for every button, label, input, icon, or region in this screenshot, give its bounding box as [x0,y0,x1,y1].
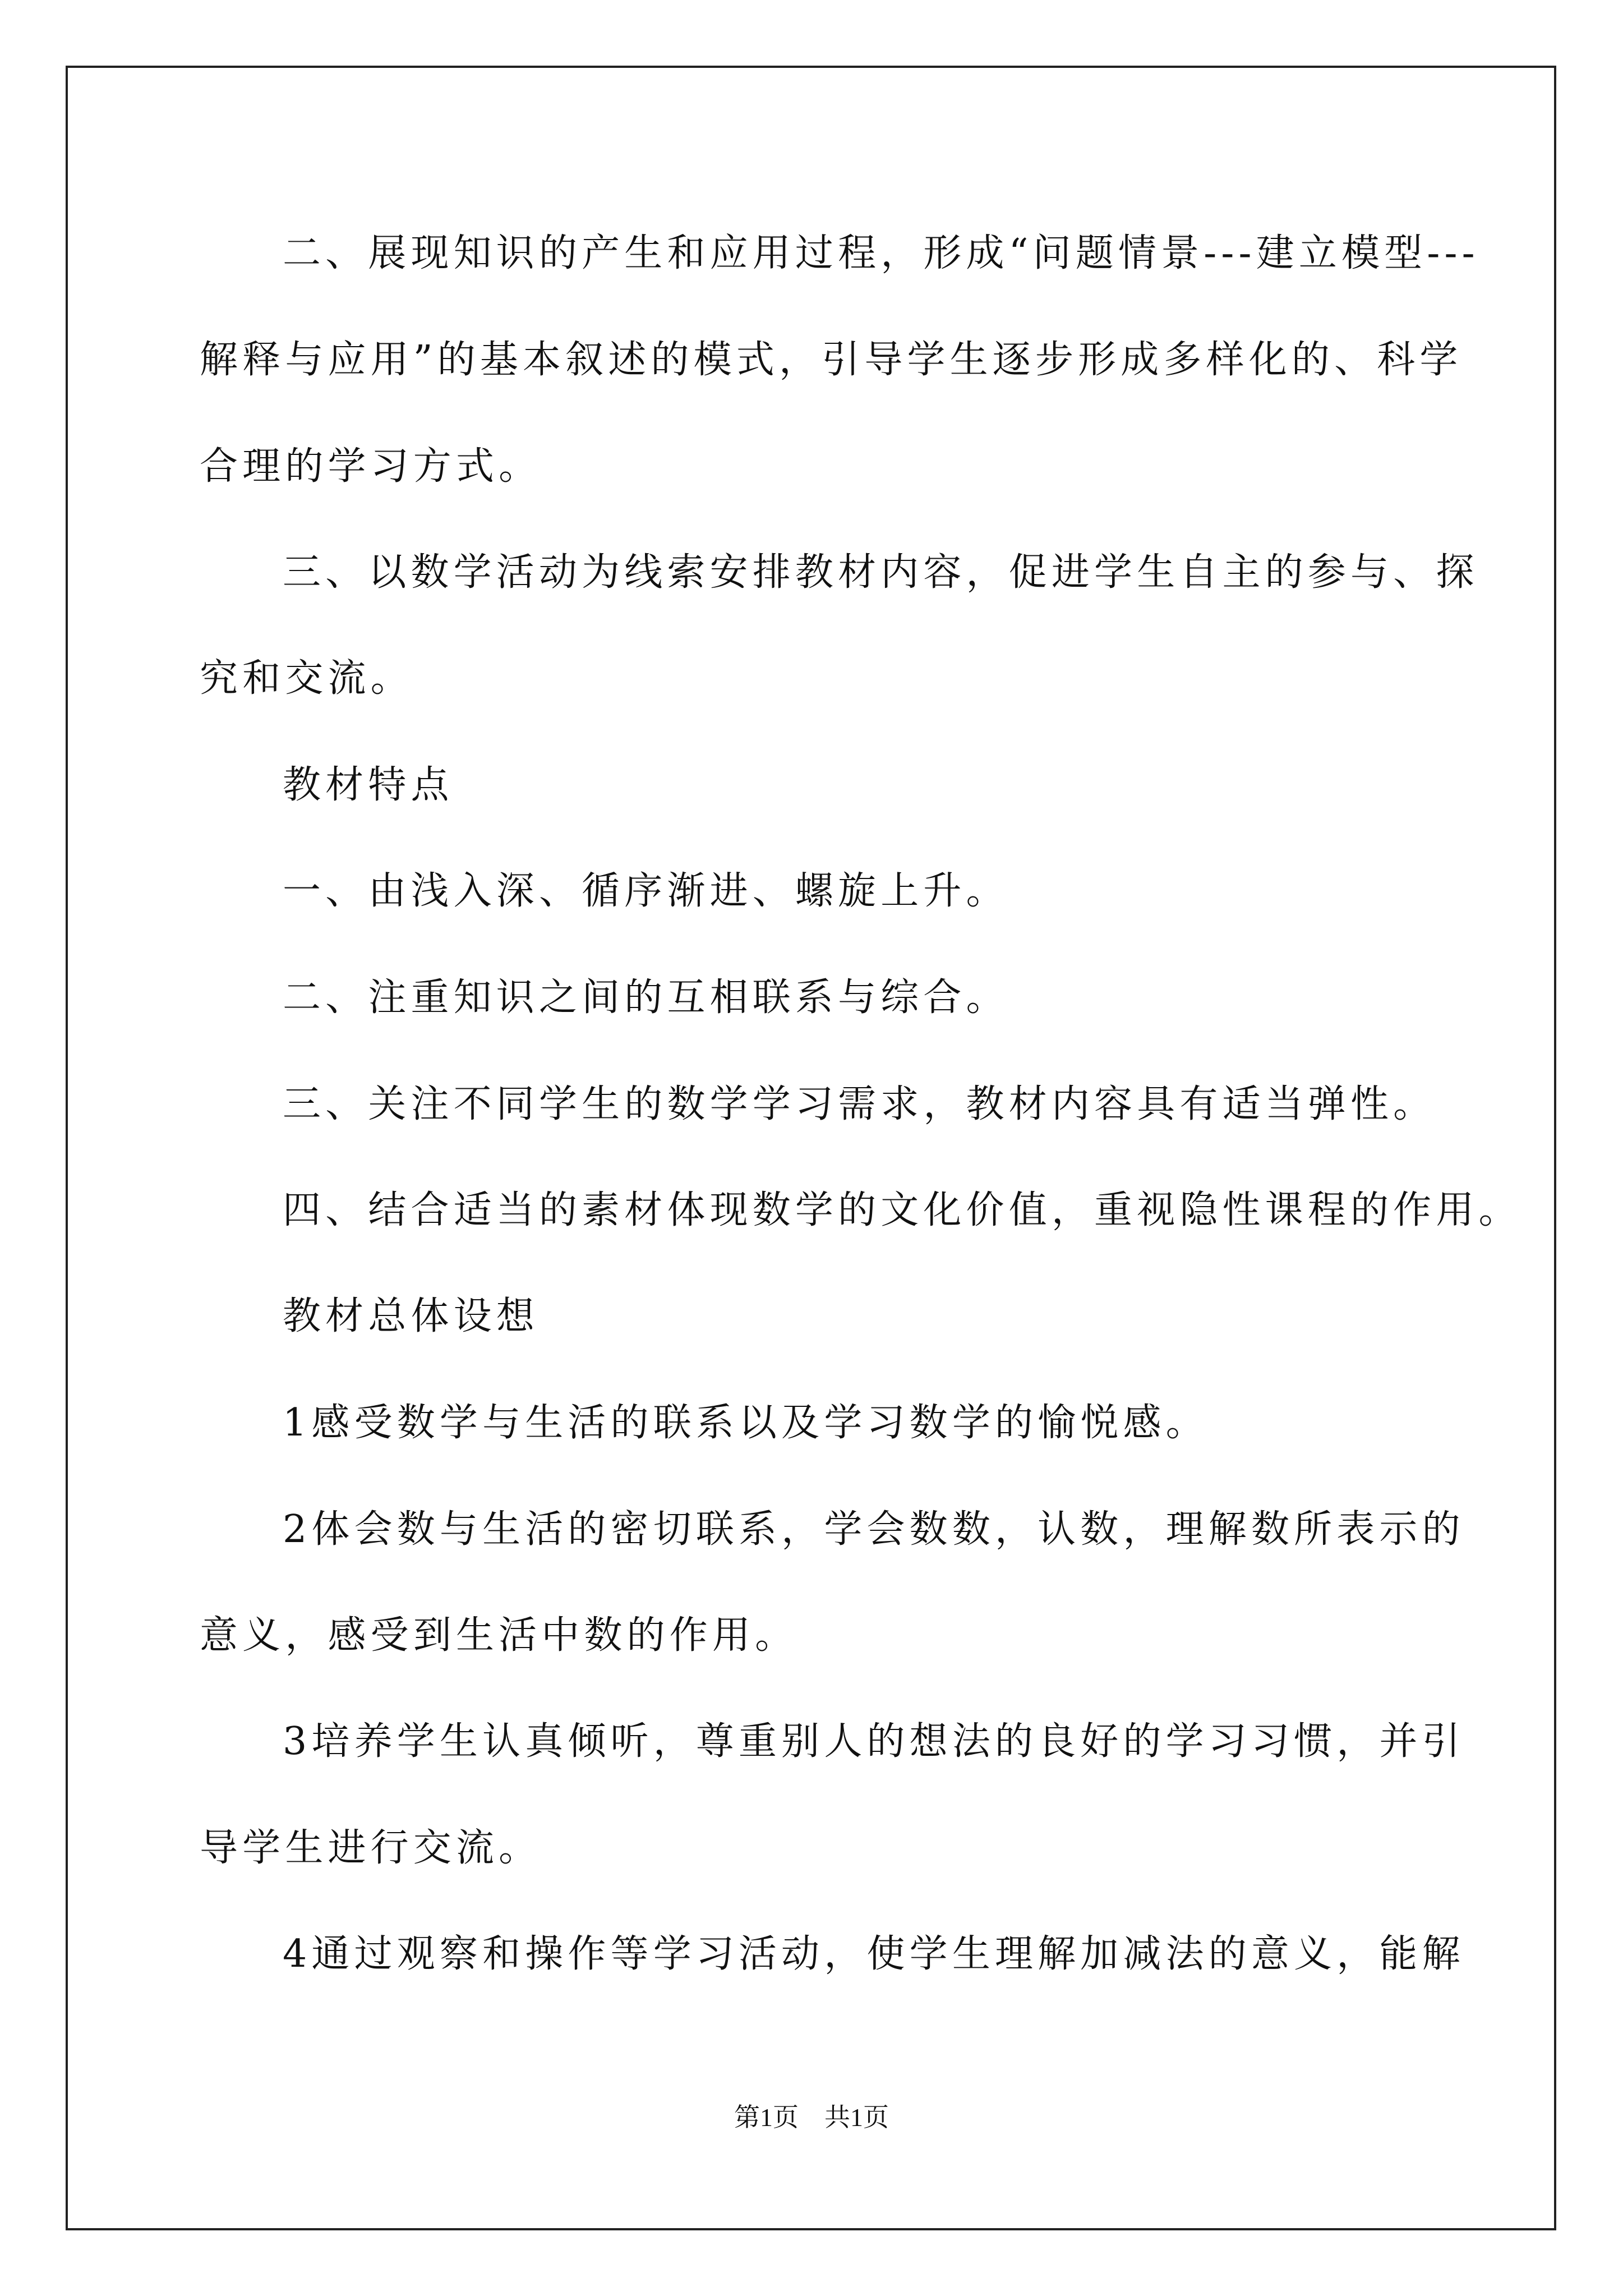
text-line: 合理的学习方式。 [200,444,542,489]
text-line: 三、关注不同学生的数学学习需求，教材内容具有适当弹性。 [283,1082,1436,1126]
text-line: 解释与应用”的基本叙述的模式，引导学生逐步形成多样化的、科学 [200,338,1463,382]
text-line: 3培养学生认真倾听，尊重别人的想法的良好的学习习惯，并引 [283,1719,1465,1764]
page-border [66,66,1556,2230]
text-line: 1感受数学与生活的联系以及学习数学的愉悦感。 [283,1401,1209,1445]
text-line: 二、展现知识的产生和应用过程，形成“问题情景---建立模型--- [283,231,1479,275]
text-line: 究和交流。 [200,656,413,701]
text-line: 意义，感受到生活中数的作用。 [200,1613,798,1658]
section-heading: 教材总体设想 [283,1294,539,1338]
text-line: 二、注重知识之间的互相联系与综合。 [283,976,1009,1020]
page-number: 第1页 共1页 [734,2103,889,2132]
text-line: 一、由浅入深、循序渐进、螺旋上升。 [283,869,1009,913]
section-heading: 教材特点 [283,763,454,807]
text-line: 三、以数学活动为线索安排教材内容，促进学生自主的参与、探 [283,550,1479,595]
text-line: 四、结合适当的素材体现数学的文化价值，重视隐性课程的作用。 [283,1188,1521,1232]
text-line: 2体会数与生活的密切联系，学会数数，认数，理解数所表示的 [283,1507,1465,1552]
text-line: 4通过观察和操作等学习活动，使学生理解加减法的意义，能解 [283,1932,1465,1976]
text-line: 导学生进行交流。 [200,1826,542,1870]
